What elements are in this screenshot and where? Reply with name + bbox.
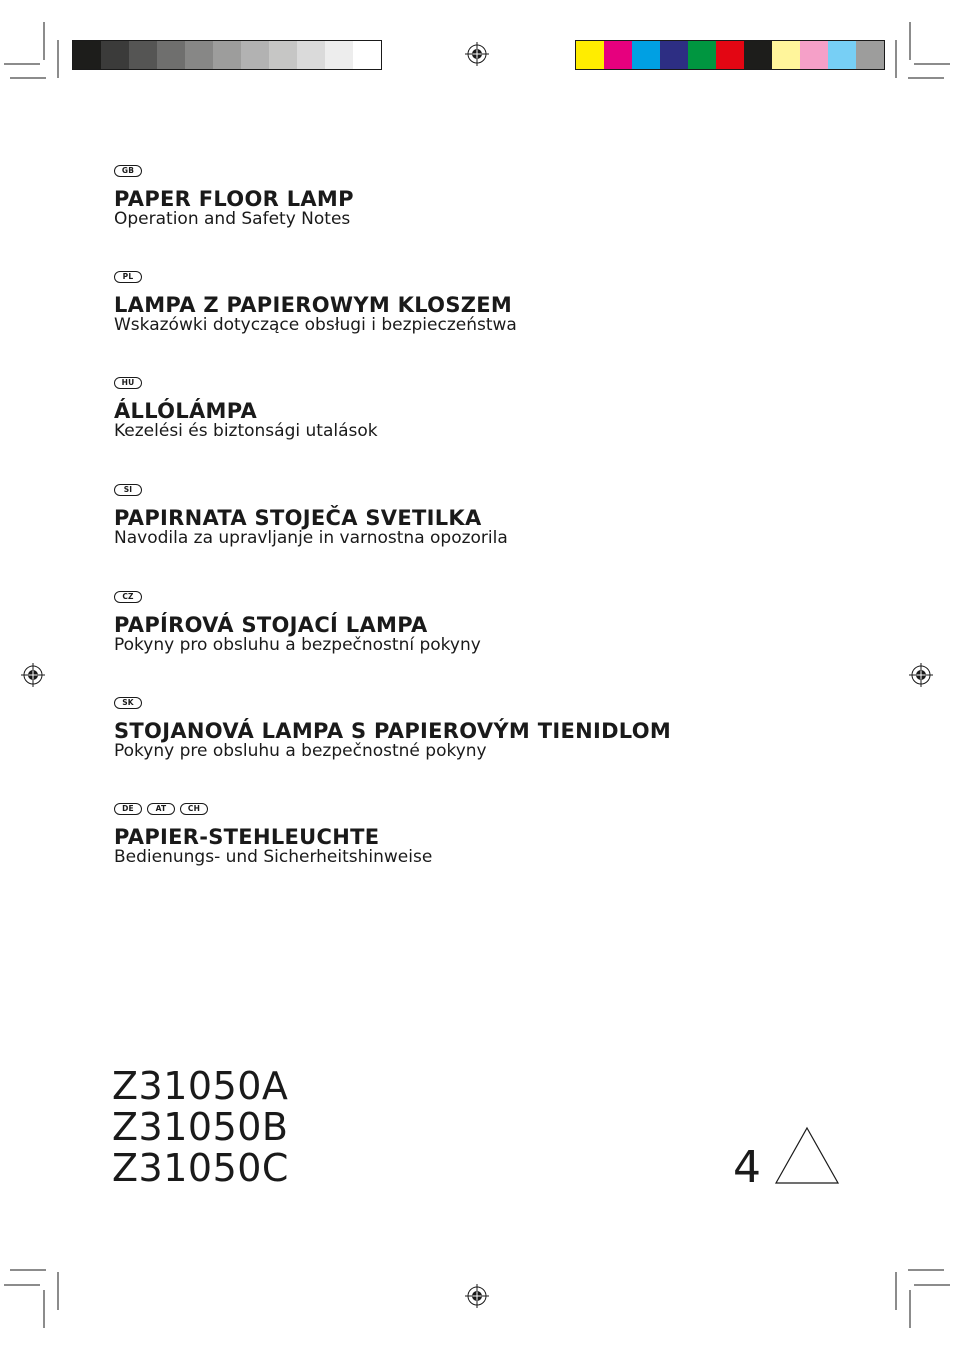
country-badges [114,591,874,605]
subtitle-cz: Pokyny pro obsluhu a bezpečnostní pokyny [114,635,481,655]
product-title-pl: LAMPA Z PAPIEROWYM KLOSZEM [114,293,513,317]
product-title-sk: STOJANOVÁ LAMPA S PAPIEROVÝM TIENIDLOM [114,719,672,743]
product-title-gb: PAPER FLOOR LAMP [114,187,354,211]
product-title-de: PAPIER-STEHLEUCHTE [114,825,380,849]
registration-mark-icon [465,42,489,66]
section-si [114,484,874,549]
model-code: Z31050B [112,1105,289,1149]
section-sk [114,697,874,762]
country-badges [114,697,874,711]
country-badge-pl: PL [114,271,142,283]
subtitle-gb: Operation and Safety Notes [114,209,351,229]
model-list [112,1066,289,1189]
country-badge-sk: SK [114,697,142,709]
country-badges [114,803,874,817]
country-badge-si: SI [114,484,142,496]
section-gb [114,165,874,230]
subtitle-hu: Kezelési és biztonsági utalások [114,421,378,441]
section-hu [114,377,874,442]
section-cz [114,591,874,656]
country-badge-cz: CZ [114,591,142,603]
color-bar-frame [72,40,382,70]
country-badges [114,271,874,285]
subtitle-de: Bedienungs- und Sicherheitshinweise [114,847,433,867]
model-code: Z31050C [112,1146,289,1190]
edition-number: 4 [733,1142,761,1193]
country-badges [114,377,874,391]
country-badge-at: AT [147,803,175,815]
section-de-at-ch [114,803,874,868]
product-title-hu: ÁLLÓLÁMPA [114,399,258,423]
subtitle-pl: Wskazówki dotyczące obsługi i bezpieczeństwa [114,315,517,335]
color-bar-frame [575,40,885,70]
country-badge-ch: CH [180,803,208,815]
country-badge-gb: GB [114,165,142,177]
country-badge-de: DE [114,803,142,815]
registration-mark-icon [909,663,933,687]
subtitle-sk: Pokyny pre obsluhu a bezpečnostné pokyny [114,741,487,761]
product-title-si: PAPIRNATA STOJEČA SVETILKA [114,506,482,530]
triangle-icon [773,1126,841,1186]
product-title-cz: PAPÍROVÁ STOJACÍ LAMPA [114,613,428,637]
country-badges [114,165,874,179]
country-badge-hu: HU [114,377,142,389]
section-pl [114,271,874,336]
country-badges [114,484,874,498]
subtitle-si: Navodila za upravljanje in varnostna opozorila [114,528,508,548]
registration-mark-icon [465,1284,489,1308]
registration-mark-icon [21,663,45,687]
model-code: Z31050A [112,1064,289,1108]
